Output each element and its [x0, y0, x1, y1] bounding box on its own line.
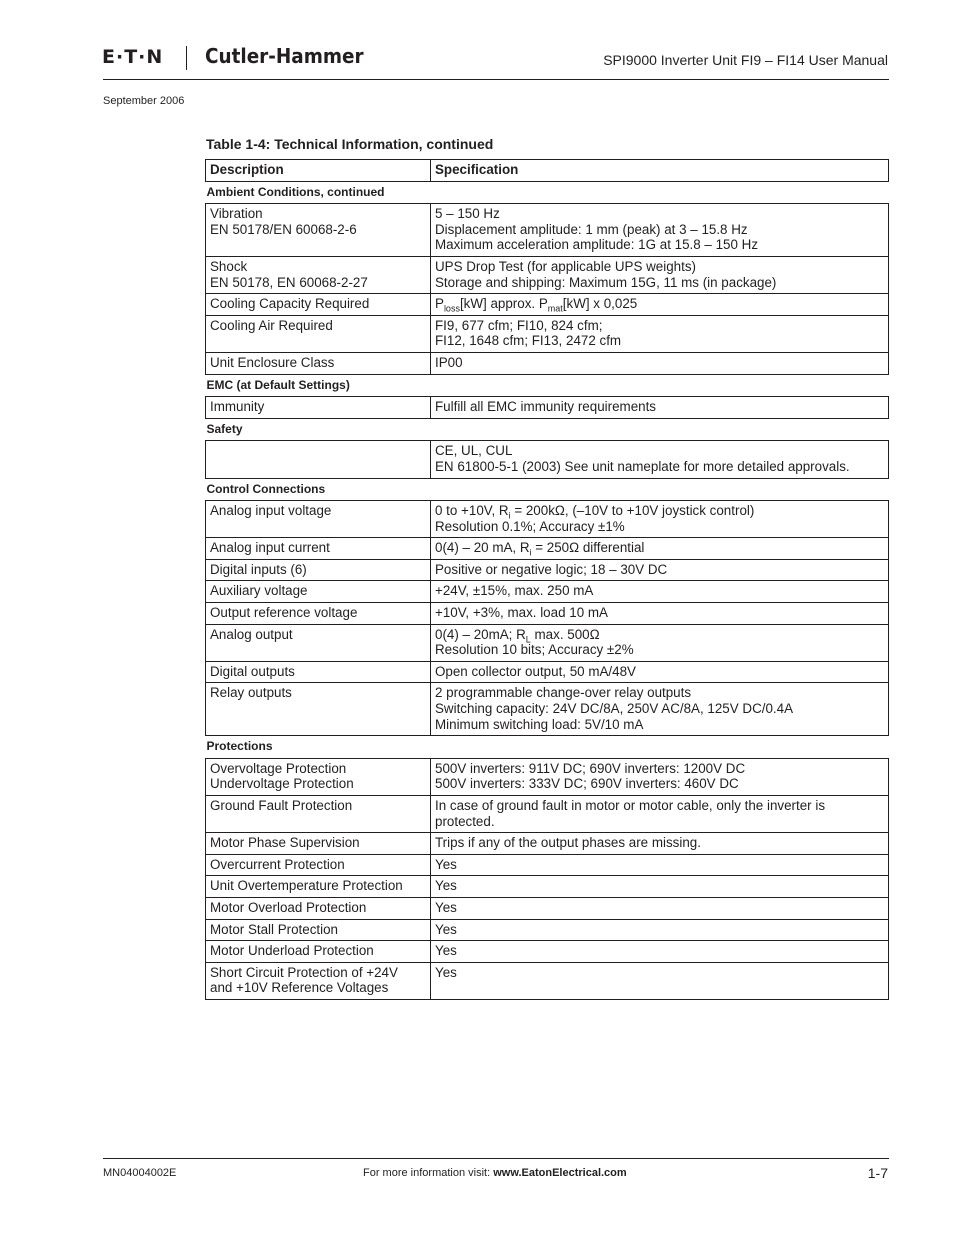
description-cell: Analog input current	[206, 538, 431, 560]
section-heading: Control Connections	[206, 481, 326, 496]
description-cell: Overvoltage Protection Undervoltage Protection	[206, 758, 431, 795]
specification-cell: Fulfill all EMC immunity requirements	[431, 397, 889, 419]
specification-cell: Yes	[431, 876, 889, 898]
description-cell: Shock EN 50178, EN 60068-2-27	[206, 256, 431, 293]
table-row	[206, 256, 889, 293]
specification-cell: $P_{loss}[kW]$ approx. $P_{mat}[kW]$ x 0,025	[431, 294, 889, 316]
header-divider	[186, 46, 187, 70]
table-row	[206, 796, 889, 833]
specification-cell: Yes	[431, 962, 889, 999]
table-row	[206, 397, 889, 419]
specification-cell: Yes	[431, 941, 889, 963]
description-cell: Analog output	[206, 624, 431, 661]
section-row	[206, 374, 889, 397]
table-row	[206, 501, 889, 538]
section-heading: EMC (at Default Settings)	[206, 377, 350, 392]
description-cell: Motor Underload Protection	[206, 941, 431, 963]
table-row	[206, 941, 889, 963]
specification-cell: Yes	[431, 854, 889, 876]
table-row	[206, 683, 889, 736]
publication-date: September 2006	[103, 95, 185, 107]
table-row	[206, 661, 889, 683]
table-row	[206, 624, 889, 661]
description-cell: Digital inputs (6)	[206, 559, 431, 581]
specification-cell: 5 – 150 Hz Displacement amplitude: 1 mm (peak) at 3 – 15.8 Hz Maximum acceleration amplitude: 1G at 15.8 – 150 Hz	[431, 204, 889, 257]
description-cell: Ground Fault Protection	[206, 796, 431, 833]
section-row	[206, 181, 889, 204]
description-cell: Motor Overload Protection	[206, 897, 431, 919]
footer-info	[363, 1167, 627, 1179]
specification-cell: In case of ground fault in motor or motor cable, only the inverter is protected.	[431, 796, 889, 833]
description-cell: Analog input voltage	[206, 501, 431, 538]
manual-title: SPI9000 Inverter Unit FI9 – FI14 User Manual	[603, 52, 888, 68]
specification-cell: 500V inverters: 911V DC; 690V inverters: 1200V DC 500V inverters: 333V DC; 690V inverters: 460V DC	[431, 758, 889, 795]
specification-cell: +10V, +3%, max. load 10 mA	[431, 603, 889, 625]
table-row	[206, 919, 889, 941]
section-row	[206, 418, 889, 441]
table-header-row	[206, 160, 889, 182]
table-row	[206, 876, 889, 898]
description-cell: Immunity	[206, 397, 431, 419]
description-cell: Overcurrent Protection	[206, 854, 431, 876]
technical-info-table	[205, 159, 889, 1000]
table-row	[206, 833, 889, 855]
specification-cell: Yes	[431, 919, 889, 941]
table-row	[206, 352, 889, 374]
description-cell: Digital outputs	[206, 661, 431, 683]
description-cell: Auxiliary voltage	[206, 581, 431, 603]
description-cell: Unit Overtemperature Protection	[206, 876, 431, 898]
section-row	[206, 478, 889, 501]
description-cell: Cooling Air Required	[206, 315, 431, 352]
footer-website-link[interactable]: www.EatonElectrical.com	[493, 1167, 627, 1179]
description-cell: Vibration EN 50178/EN 60068-2-6	[206, 204, 431, 257]
section-heading: Protections	[206, 739, 273, 754]
specification-cell: FI9, 677 cfm; FI10, 824 cfm; FI12, 1648 cfm; FI13, 2472 cfm	[431, 315, 889, 352]
description-cell: Motor Stall Protection	[206, 919, 431, 941]
section-row	[206, 736, 889, 759]
footer-rule	[103, 1158, 889, 1159]
table-row	[206, 897, 889, 919]
description-cell: Cooling Capacity Required	[206, 294, 431, 316]
description-cell: Unit Enclosure Class	[206, 352, 431, 374]
description-cell: Output reference voltage	[206, 603, 431, 625]
specification-cell: 0(4) – 20 mA, $R_i = 250\Omega$ differential	[431, 538, 889, 560]
description-cell	[206, 441, 431, 478]
specification-cell: 0 to +10V, $R_i = 200k\Omega$, (–10V to +10V joystick control) Resolution 0.1%; Accuracy ±1%	[431, 501, 889, 538]
eaton-logo: E·T·N	[102, 46, 164, 68]
specification-cell: Trips if any of the output phases are missing.	[431, 833, 889, 855]
description-cell: Short Circuit Protection of +24V and +10V Reference Voltages	[206, 962, 431, 999]
specification-cell: 0(4) – 20mA; $R_L$ max. 500Ω Resolution 10 bits; Accuracy ±2%	[431, 624, 889, 661]
table-row	[206, 962, 889, 999]
table-row	[206, 441, 889, 478]
table-row	[206, 603, 889, 625]
table-row	[206, 559, 889, 581]
description-cell: Motor Phase Supervision	[206, 833, 431, 855]
footer-info-prefix: For more information visit:	[363, 1167, 494, 1179]
brand-name: Cutler-Hammer	[205, 44, 364, 68]
specification-cell: IP00	[431, 352, 889, 374]
specification-cell: 2 programmable change-over relay outputs Switching capacity: 24V DC/8A, 250V AC/8A, 125V DC/0.4A Minimum switching load: 5V/10 mA	[431, 683, 889, 736]
section-heading: Ambient Conditions, continued	[206, 184, 385, 199]
table-row	[206, 294, 889, 316]
specification-cell: Positive or negative logic; 18 – 30V DC	[431, 559, 889, 581]
table-row	[206, 538, 889, 560]
description-cell: Relay outputs	[206, 683, 431, 736]
specification-cell: CE, UL, CUL EN 61800-5-1 (2003) See unit nameplate for more detailed approvals.	[431, 441, 889, 478]
table-row	[206, 204, 889, 257]
table-title: Table 1-4: Technical Information, continued	[206, 136, 494, 152]
specification-cell: Open collector output, 50 mA/48V	[431, 661, 889, 683]
column-header-description: Description	[206, 160, 431, 182]
table-row	[206, 315, 889, 352]
column-header-specification: Specification	[431, 160, 889, 182]
table-row	[206, 854, 889, 876]
document-number: MN04004002E	[103, 1167, 177, 1179]
specification-cell: +24V, ±15%, max. 250 mA	[431, 581, 889, 603]
table-row	[206, 581, 889, 603]
specification-cell: UPS Drop Test (for applicable UPS weights) Storage and shipping: Maximum 15G, 11 ms (in package)	[431, 256, 889, 293]
page-number: 1-7	[867, 1165, 888, 1181]
specification-cell: Yes	[431, 897, 889, 919]
table-row	[206, 758, 889, 795]
header-rule	[103, 79, 889, 80]
section-heading: Safety	[206, 421, 243, 436]
